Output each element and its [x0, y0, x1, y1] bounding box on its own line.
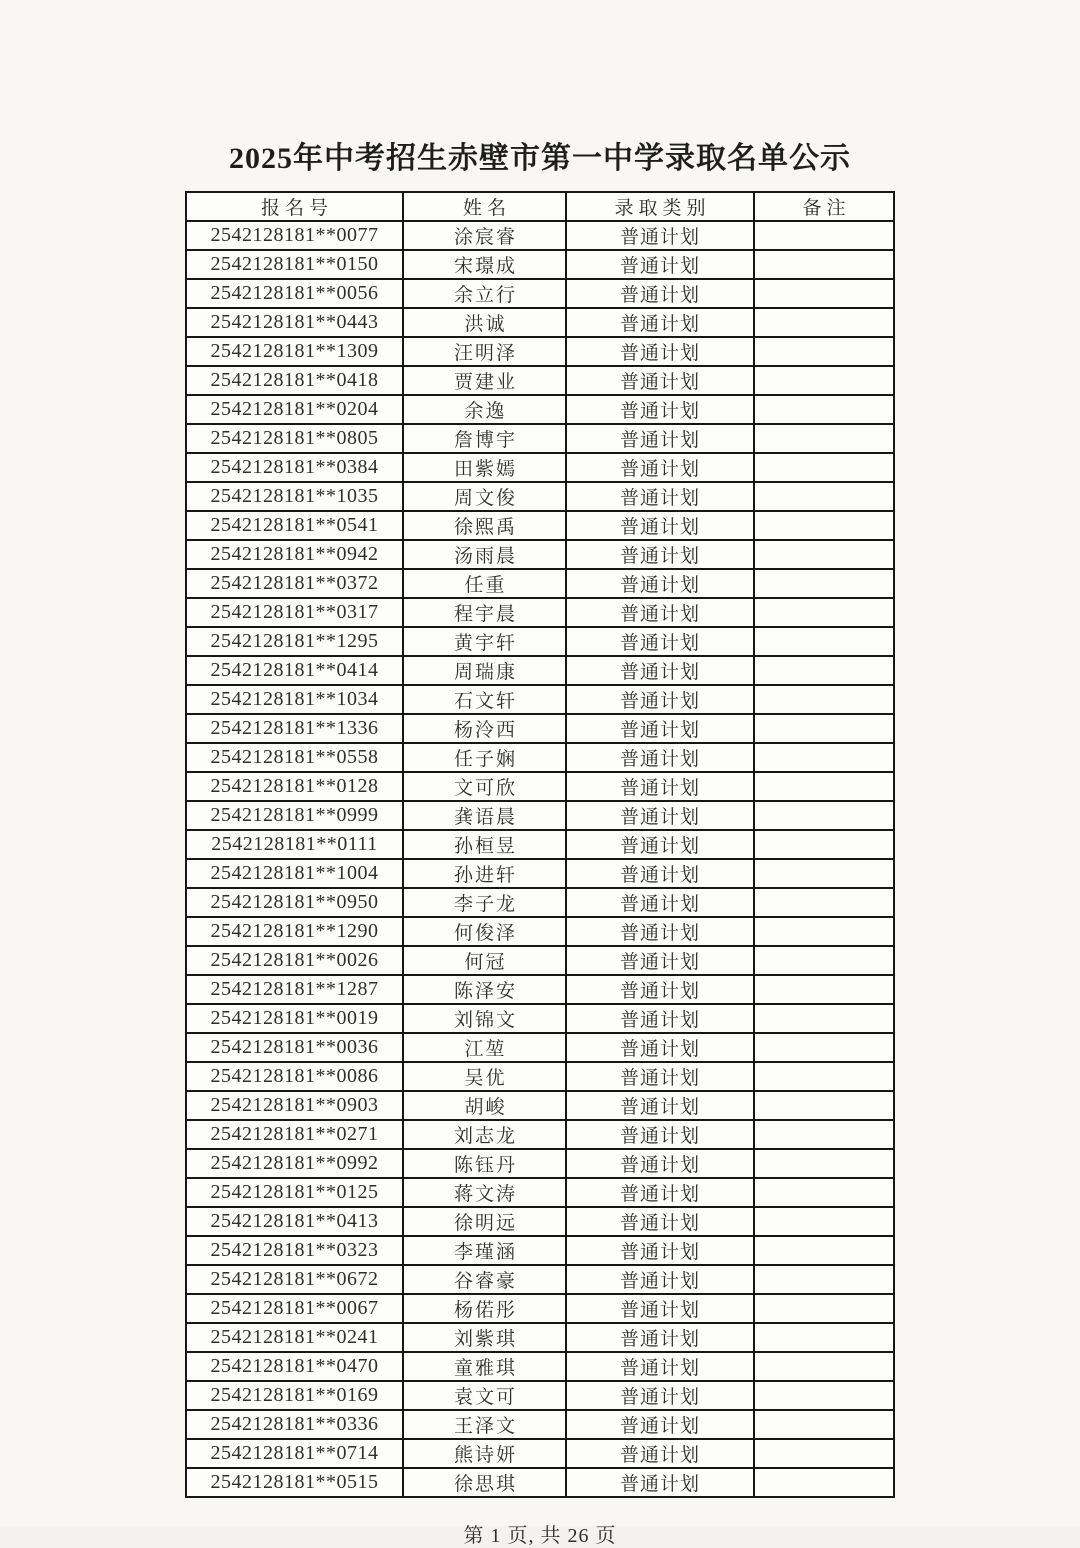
table-row — [186, 946, 894, 975]
cell-admission-category: 普通计划 — [566, 395, 754, 424]
cell-registration-number: 2542128181**0992 — [186, 1149, 403, 1178]
cell-admission-category: 普通计划 — [566, 1062, 754, 1091]
cell-admission-category: 普通计划 — [566, 859, 754, 888]
table-row — [186, 1410, 894, 1439]
cell-remark — [754, 743, 894, 772]
column-header-remark: 备注 — [754, 192, 894, 221]
table-row — [186, 1149, 894, 1178]
table-row — [186, 627, 894, 656]
cell-student-name: 文可欣 — [403, 772, 566, 801]
cell-admission-category: 普通计划 — [566, 743, 754, 772]
cell-registration-number: 2542128181**0026 — [186, 946, 403, 975]
cell-student-name: 王泽文 — [403, 1410, 566, 1439]
table-row — [186, 279, 894, 308]
column-header-name: 姓名 — [403, 192, 566, 221]
cell-registration-number: 2542128181**0372 — [186, 569, 403, 598]
cell-student-name: 陈钰丹 — [403, 1149, 566, 1178]
cell-remark — [754, 366, 894, 395]
cell-remark — [754, 250, 894, 279]
table-row — [186, 598, 894, 627]
cell-student-name: 余逸 — [403, 395, 566, 424]
table-row — [186, 1323, 894, 1352]
table-row — [186, 337, 894, 366]
cell-student-name: 黄宇轩 — [403, 627, 566, 656]
table-row — [186, 569, 894, 598]
cell-remark — [754, 308, 894, 337]
cell-admission-category: 普通计划 — [566, 221, 754, 250]
cell-admission-category: 普通计划 — [566, 598, 754, 627]
table-row — [186, 1062, 894, 1091]
cell-registration-number: 2542128181**1290 — [186, 917, 403, 946]
cell-admission-category: 普通计划 — [566, 366, 754, 395]
cell-student-name: 谷睿豪 — [403, 1265, 566, 1294]
cell-admission-category: 普通计划 — [566, 1468, 754, 1497]
cell-remark — [754, 801, 894, 830]
cell-registration-number: 2542128181**0204 — [186, 395, 403, 424]
cell-remark — [754, 395, 894, 424]
cell-registration-number: 2542128181**0036 — [186, 1033, 403, 1062]
table-row — [186, 453, 894, 482]
table-row — [186, 1236, 894, 1265]
cell-remark — [754, 482, 894, 511]
cell-registration-number: 2542128181**1035 — [186, 482, 403, 511]
cell-registration-number: 2542128181**1034 — [186, 685, 403, 714]
cell-student-name: 杨泠西 — [403, 714, 566, 743]
cell-registration-number: 2542128181**0384 — [186, 453, 403, 482]
cell-admission-category: 普通计划 — [566, 540, 754, 569]
cell-remark — [754, 1207, 894, 1236]
cell-remark — [754, 1120, 894, 1149]
cell-registration-number: 2542128181**0413 — [186, 1207, 403, 1236]
table-row — [186, 1207, 894, 1236]
cell-admission-category: 普通计划 — [566, 801, 754, 830]
cell-registration-number: 2542128181**0942 — [186, 540, 403, 569]
cell-admission-category: 普通计划 — [566, 279, 754, 308]
cell-student-name: 宋璟成 — [403, 250, 566, 279]
table-row — [186, 830, 894, 859]
cell-registration-number: 2542128181**0414 — [186, 656, 403, 685]
cell-registration-number: 2542128181**1309 — [186, 337, 403, 366]
cell-remark — [754, 424, 894, 453]
column-header-category: 录取类别 — [566, 192, 754, 221]
table-header — [186, 192, 894, 221]
cell-student-name: 刘紫琪 — [403, 1323, 566, 1352]
cell-admission-category: 普通计划 — [566, 1410, 754, 1439]
cell-registration-number: 2542128181**0323 — [186, 1236, 403, 1265]
cell-admission-category: 普通计划 — [566, 888, 754, 917]
cell-student-name: 刘志龙 — [403, 1120, 566, 1149]
header-row — [186, 192, 894, 221]
cell-admission-category: 普通计划 — [566, 714, 754, 743]
cell-remark — [754, 1265, 894, 1294]
page-title: 2025年中考招生赤壁市第一中学录取名单公示 — [229, 142, 851, 175]
cell-registration-number: 2542128181**0443 — [186, 308, 403, 337]
cell-registration-number: 2542128181**0067 — [186, 1294, 403, 1323]
cell-student-name: 何冠 — [403, 946, 566, 975]
cell-admission-category: 普通计划 — [566, 453, 754, 482]
cell-admission-category: 普通计划 — [566, 685, 754, 714]
cell-admission-category: 普通计划 — [566, 250, 754, 279]
cell-student-name: 任子娴 — [403, 743, 566, 772]
cell-admission-category: 普通计划 — [566, 1236, 754, 1265]
cell-remark — [754, 1352, 894, 1381]
cell-student-name: 杨偌彤 — [403, 1294, 566, 1323]
cell-student-name: 涂宸睿 — [403, 221, 566, 250]
cell-remark — [754, 511, 894, 540]
cell-student-name: 袁文可 — [403, 1381, 566, 1410]
cell-registration-number: 2542128181**0128 — [186, 772, 403, 801]
cell-remark — [754, 714, 894, 743]
cell-registration-number: 2542128181**0019 — [186, 1004, 403, 1033]
cell-student-name: 吴优 — [403, 1062, 566, 1091]
table-row — [186, 395, 894, 424]
cell-admission-category: 普通计划 — [566, 1265, 754, 1294]
cell-student-name: 胡峻 — [403, 1091, 566, 1120]
cell-registration-number: 2542128181**0541 — [186, 511, 403, 540]
cell-registration-number: 2542128181**0805 — [186, 424, 403, 453]
admission-table-body — [186, 221, 894, 1497]
cell-remark — [754, 1323, 894, 1352]
cell-admission-category: 普通计划 — [566, 917, 754, 946]
cell-admission-category: 普通计划 — [566, 1178, 754, 1207]
table-row — [186, 656, 894, 685]
cell-admission-category: 普通计划 — [566, 308, 754, 337]
cell-registration-number: 2542128181**0999 — [186, 801, 403, 830]
cell-admission-category: 普通计划 — [566, 627, 754, 656]
cell-registration-number: 2542128181**0336 — [186, 1410, 403, 1439]
cell-admission-category: 普通计划 — [566, 1149, 754, 1178]
cell-admission-category: 普通计划 — [566, 1381, 754, 1410]
table-row — [186, 1294, 894, 1323]
cell-student-name: 余立行 — [403, 279, 566, 308]
table-row — [186, 1004, 894, 1033]
cell-student-name: 童雅琪 — [403, 1352, 566, 1381]
table-row — [186, 714, 894, 743]
cell-remark — [754, 221, 894, 250]
cell-student-name: 徐思琪 — [403, 1468, 566, 1497]
cell-student-name: 李瑾涵 — [403, 1236, 566, 1265]
cell-student-name: 徐熙禹 — [403, 511, 566, 540]
cell-remark — [754, 598, 894, 627]
cell-registration-number: 2542128181**0470 — [186, 1352, 403, 1381]
cell-student-name: 孙进轩 — [403, 859, 566, 888]
cell-student-name: 刘锦文 — [403, 1004, 566, 1033]
cell-admission-category: 普通计划 — [566, 1091, 754, 1120]
table-row — [186, 540, 894, 569]
cell-student-name: 汤雨晨 — [403, 540, 566, 569]
table-row — [186, 1091, 894, 1120]
cell-admission-category: 普通计划 — [566, 424, 754, 453]
table-row — [186, 685, 894, 714]
column-header-reg-no: 报名号 — [186, 192, 403, 221]
cell-student-name: 熊诗妍 — [403, 1439, 566, 1468]
cell-registration-number: 2542128181**0086 — [186, 1062, 403, 1091]
cell-remark — [754, 888, 894, 917]
cell-remark — [754, 946, 894, 975]
cell-remark — [754, 1091, 894, 1120]
cell-registration-number: 2542128181**0271 — [186, 1120, 403, 1149]
cell-registration-number: 2542128181**0515 — [186, 1468, 403, 1497]
cell-registration-number: 2542128181**0150 — [186, 250, 403, 279]
cell-registration-number: 2542128181**1336 — [186, 714, 403, 743]
cell-remark — [754, 1062, 894, 1091]
cell-remark — [754, 1381, 894, 1410]
cell-admission-category: 普通计划 — [566, 1120, 754, 1149]
table-row — [186, 250, 894, 279]
table-row — [186, 975, 894, 1004]
table-row — [186, 1468, 894, 1497]
admission-list-table — [185, 191, 895, 1498]
cell-student-name: 何俊泽 — [403, 917, 566, 946]
cell-remark — [754, 569, 894, 598]
cell-admission-category: 普通计划 — [566, 1439, 754, 1468]
cell-registration-number: 2542128181**0241 — [186, 1323, 403, 1352]
cell-remark — [754, 772, 894, 801]
cell-registration-number: 2542128181**0125 — [186, 1178, 403, 1207]
cell-registration-number: 2542128181**0672 — [186, 1265, 403, 1294]
cell-student-name: 程宇晨 — [403, 598, 566, 627]
cell-registration-number: 2542128181**0056 — [186, 279, 403, 308]
table-row — [186, 1439, 894, 1468]
cell-registration-number: 2542128181**0317 — [186, 598, 403, 627]
cell-remark — [754, 917, 894, 946]
cell-student-name: 周文俊 — [403, 482, 566, 511]
cell-remark — [754, 1236, 894, 1265]
cell-remark — [754, 627, 894, 656]
cell-student-name: 石文轩 — [403, 685, 566, 714]
cell-remark — [754, 975, 894, 1004]
cell-student-name: 徐明远 — [403, 1207, 566, 1236]
table-row — [186, 1178, 894, 1207]
table-row — [186, 772, 894, 801]
cell-student-name: 贾建业 — [403, 366, 566, 395]
cell-remark — [754, 656, 894, 685]
table-row — [186, 801, 894, 830]
cell-registration-number: 2542128181**1004 — [186, 859, 403, 888]
cell-admission-category: 普通计划 — [566, 946, 754, 975]
cell-student-name: 江堃 — [403, 1033, 566, 1062]
cell-admission-category: 普通计划 — [566, 569, 754, 598]
cell-admission-category: 普通计划 — [566, 1352, 754, 1381]
cell-registration-number: 2542128181**0111 — [186, 830, 403, 859]
cell-remark — [754, 337, 894, 366]
cell-student-name: 陈泽安 — [403, 975, 566, 1004]
cell-registration-number: 2542128181**0903 — [186, 1091, 403, 1120]
cell-remark — [754, 1004, 894, 1033]
cell-student-name: 周瑞康 — [403, 656, 566, 685]
table-row — [186, 859, 894, 888]
cell-student-name: 田紫嫣 — [403, 453, 566, 482]
cell-admission-category: 普通计划 — [566, 511, 754, 540]
cell-remark — [754, 830, 894, 859]
cell-remark — [754, 279, 894, 308]
table-row — [186, 1033, 894, 1062]
cell-student-name: 蒋文涛 — [403, 1178, 566, 1207]
cell-admission-category: 普通计划 — [566, 975, 754, 1004]
table-row — [186, 1265, 894, 1294]
table-row — [186, 308, 894, 337]
cell-student-name: 任重 — [403, 569, 566, 598]
cell-admission-category: 普通计划 — [566, 482, 754, 511]
table-row — [186, 366, 894, 395]
cell-admission-category: 普通计划 — [566, 1323, 754, 1352]
cell-registration-number: 2542128181**0418 — [186, 366, 403, 395]
cell-admission-category: 普通计划 — [566, 337, 754, 366]
cell-admission-category: 普通计划 — [566, 1004, 754, 1033]
cell-remark — [754, 859, 894, 888]
table-row — [186, 482, 894, 511]
cell-registration-number: 2542128181**0558 — [186, 743, 403, 772]
cell-remark — [754, 1439, 894, 1468]
table-row — [186, 743, 894, 772]
cell-remark — [754, 1468, 894, 1497]
cell-remark — [754, 453, 894, 482]
cell-student-name: 詹博宇 — [403, 424, 566, 453]
cell-registration-number: 2542128181**0169 — [186, 1381, 403, 1410]
cell-remark — [754, 1410, 894, 1439]
cell-student-name: 汪明泽 — [403, 337, 566, 366]
table-row — [186, 511, 894, 540]
cell-admission-category: 普通计划 — [566, 1207, 754, 1236]
cell-remark — [754, 685, 894, 714]
cell-remark — [754, 1294, 894, 1323]
cell-admission-category: 普通计划 — [566, 656, 754, 685]
table-row — [186, 221, 894, 250]
cell-remark — [754, 1033, 894, 1062]
cell-remark — [754, 540, 894, 569]
cell-remark — [754, 1149, 894, 1178]
cell-student-name: 龚语晨 — [403, 801, 566, 830]
cell-registration-number: 2542128181**0077 — [186, 221, 403, 250]
table-row — [186, 888, 894, 917]
cell-student-name: 洪诚 — [403, 308, 566, 337]
table-row — [186, 917, 894, 946]
table-row — [186, 1381, 894, 1410]
cell-admission-category: 普通计划 — [566, 1033, 754, 1062]
cell-registration-number: 2542128181**0950 — [186, 888, 403, 917]
cell-admission-category: 普通计划 — [566, 772, 754, 801]
cell-registration-number: 2542128181**1295 — [186, 627, 403, 656]
cell-remark — [754, 1178, 894, 1207]
cell-registration-number: 2542128181**1287 — [186, 975, 403, 1004]
table-row — [186, 1120, 894, 1149]
cell-student-name: 孙桓昱 — [403, 830, 566, 859]
cell-registration-number: 2542128181**0714 — [186, 1439, 403, 1468]
table-row — [186, 1352, 894, 1381]
table-row — [186, 424, 894, 453]
cell-admission-category: 普通计划 — [566, 1294, 754, 1323]
cell-student-name: 李子龙 — [403, 888, 566, 917]
page-number-info: 第 1 页, 共 26 页 — [463, 1525, 617, 1547]
cell-admission-category: 普通计划 — [566, 830, 754, 859]
